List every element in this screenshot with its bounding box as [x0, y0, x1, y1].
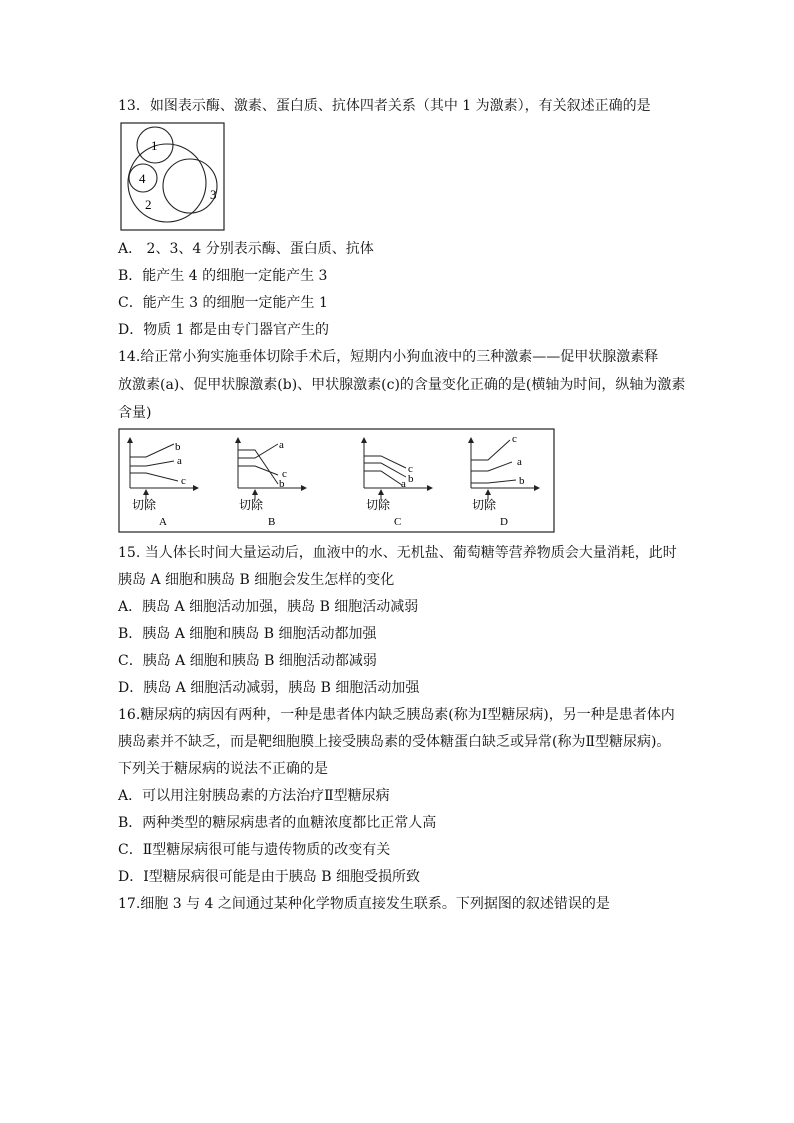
venn-label-1: 1 [151, 138, 158, 153]
curve-c [364, 456, 406, 468]
curve-c [238, 466, 278, 475]
graph-c [364, 438, 432, 528]
graph-b [238, 438, 306, 528]
q15-stem-line-1: 15. 当人体长时间大量运动后，血液中的水、无机盐、葡萄糖等营养物质会大量消耗，此时 [118, 545, 677, 561]
cut-label: 切除 [239, 498, 264, 512]
q16-stem-line-3: 下列关于糖尿病的说法不正确的是 [118, 761, 328, 777]
curve-b [471, 480, 516, 483]
label-c: c [181, 475, 186, 487]
graph-letter-c: C [394, 516, 402, 528]
curve-a [130, 461, 174, 466]
curve-a [238, 444, 278, 458]
q15-option-b: B．胰岛 A 细胞和胰岛 B 细胞活动都加强 [118, 626, 377, 642]
venn-label-4: 4 [139, 171, 146, 186]
q16-option-b: B．两种类型的糖尿病患者的血糖浓度都比正常人高 [118, 815, 437, 831]
q13-stem: 13．如图表示酶、激素、蛋白质、抗体四者关系（其中 1 为激素），有关叙述正确的是 [118, 98, 651, 114]
label-a: a [401, 478, 406, 490]
curve-b [130, 444, 174, 457]
label-a: a [279, 439, 284, 451]
graph-d [471, 433, 539, 528]
venn-label-3: 3 [210, 187, 217, 202]
graph-a [130, 438, 198, 528]
q15-option-d: D．胰岛 A 细胞活动减弱，胰岛 B 细胞活动加强 [118, 680, 420, 696]
q15-option-a: A．胰岛 A 细胞活动加强，胰岛 B 细胞活动减弱 [118, 599, 419, 615]
curve-a [471, 462, 512, 471]
q13-option-a: A． 2、3、4 分别表示酶、蛋白质、抗体 [118, 241, 374, 257]
circle-3 [163, 159, 217, 213]
q13-option-b: B．能产生 4 的细胞一定能产生 3 [118, 268, 328, 284]
graph-letter-b: B [268, 516, 276, 528]
q16-stem-line-2: 胰岛素并不缺乏，而是靶细胞膜上接受胰岛素的受体糖蛋白缺乏或异常(称为Ⅱ型糖尿病)。 [118, 734, 671, 750]
label-b: b [519, 475, 525, 487]
cut-label: 切除 [132, 498, 157, 512]
q13-option-d: D．物质 1 都是由专门器官产生的 [118, 322, 330, 338]
q17-stem: 17.细胞 3 与 4 之间通过某种化学物质直接发生联系。下列据图的叙述错误的是 [118, 896, 610, 912]
q16-option-c: C．Ⅱ型糖尿病很可能与遗传物质的改变有关 [118, 842, 391, 858]
q14-stem-line-3: 含量) [118, 405, 152, 421]
curve-c [471, 440, 510, 460]
label-c: c [512, 433, 517, 445]
label-b: b [175, 441, 181, 453]
label-c: c [408, 463, 413, 475]
label-a: a [517, 456, 522, 468]
q14-stem-line-1: 14.给正常小狗实施垂体切除手术后，短期内小狗血液中的三种激素——促甲状腺激素释 [118, 349, 659, 365]
q15-stem-line-2: 胰岛 A 细胞和胰岛 B 细胞会发生怎样的变化 [118, 572, 395, 588]
label-b: b [279, 478, 285, 490]
curve-a [364, 471, 402, 485]
venn-label-2: 2 [145, 197, 152, 212]
q14-graphs-figure [118, 428, 556, 534]
q15-option-c: C．胰岛 A 细胞和胰岛 B 细胞活动都减弱 [118, 653, 377, 669]
cut-label: 切除 [472, 498, 497, 512]
q13-venn-diagram [120, 122, 226, 232]
cut-label: 切除 [366, 498, 391, 512]
q14-stem-line-2: 放激素(a)、促甲状腺激素(b)、甲状腺激素(c)的含量变化正确的是(横轴为时间，纵轴为激素 [118, 377, 686, 393]
q16-option-a: A．可以用注射胰岛素的方法治疗Ⅱ型糖尿病 [118, 788, 390, 804]
label-c: c [282, 468, 287, 480]
graph-letter-d: D [500, 516, 508, 528]
graph-letter-a: A [159, 516, 167, 528]
q13-option-c: C．能产生 3 的细胞一定能产生 1 [118, 295, 328, 311]
curve-c [130, 473, 178, 481]
label-a: a [177, 455, 182, 467]
q16-stem-line-1: 16.糖尿病的病因有两种，一种是患者体内缺乏胰岛素(称为Ⅰ型糖尿病)，另一种是患者体内 [118, 707, 675, 723]
label-b: b [408, 473, 414, 485]
q16-option-d: D．Ⅰ型糖尿病很可能是由于胰岛 B 细胞受损所致 [118, 869, 420, 885]
